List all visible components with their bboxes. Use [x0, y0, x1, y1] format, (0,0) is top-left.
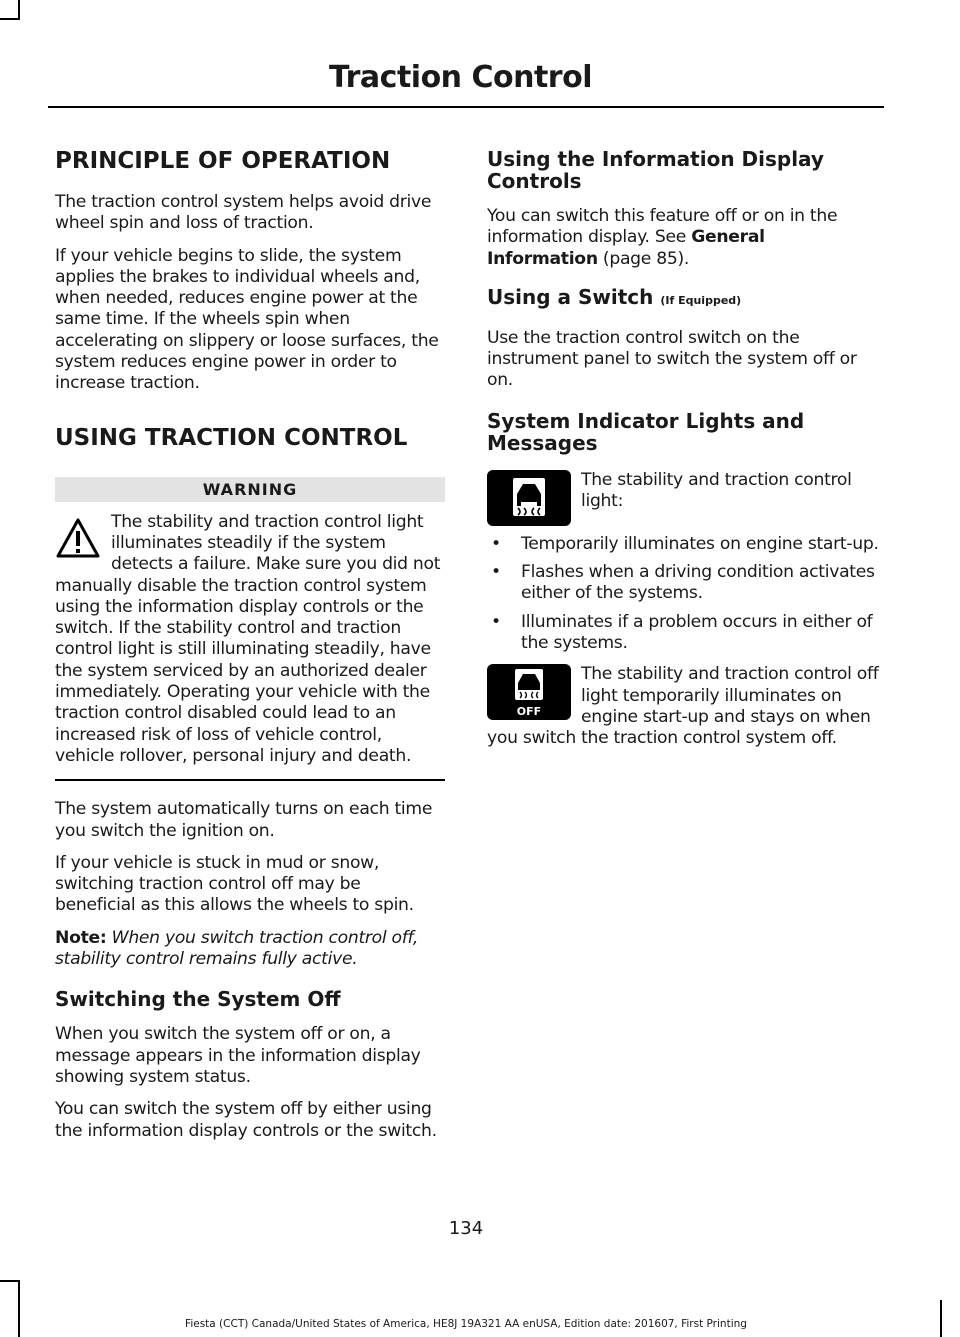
left-column [55, 140, 445, 1153]
warning-triangle-icon [55, 516, 101, 562]
list-item: • Illuminates if a problem occurs in either of the systems. [491, 611, 873, 653]
switch-heading-text: Using a Switch [487, 284, 654, 309]
stability-light-text: The stability and traction control light: [581, 469, 852, 512]
stability-control-light-icon [487, 470, 571, 526]
page-number: 134 [448, 1218, 484, 1239]
stability-light-list [487, 534, 880, 654]
stability-off-light-text: The stability and traction control off light temporarily illuminates on engine start-up and stays on when you switch the traction control system off. [487, 664, 879, 749]
if-equipped-note: (If Equipped) [660, 293, 742, 307]
crop-mark [0, 1280, 20, 1282]
switch-paragraph: Use the traction control switch on the instrument panel to switch the system off or on. [487, 327, 857, 391]
warning-text: The stability and traction control light illuminates steadily if the system detects a failure. Make sure you did not manually disable the traction control system using the information display controls or the switch. If the stability control and traction control light is still illuminating steadily, have the system serviced by an authorized dealer immediately. Operating your vehicle with the traction control disabled could lead to an increased risk of loss of vehicle control, vehicle rollover, personal injury and death. [55, 511, 441, 766]
switching-paragraph-2: You can switch the system off by either using the information display controls or the switch. [55, 1099, 437, 1141]
using-heading: USING TRACTION CONTROL [55, 424, 408, 451]
warning-divider [55, 779, 445, 781]
footer-text: Fiesta (CCT) Canada/United States of America, HE8J 19A321 AA enUSA, Edition date: 201607, First Printing [185, 1318, 747, 1330]
info-display-paragraph [487, 206, 880, 270]
stability-off-light-block [487, 664, 880, 749]
page-title: Traction Control [328, 60, 592, 95]
indicator-heading: System Indicator Lights and Messages [487, 408, 805, 455]
stability-light-block [487, 470, 880, 530]
note-label: Note: [55, 927, 107, 948]
list-item: • Temporarily illuminates on engine start-up. [491, 533, 879, 554]
switch-heading [487, 286, 880, 312]
general-information-link[interactable]: General Information [487, 227, 765, 269]
info-text-before: You can switch this feature off or on in the information display. See [487, 206, 838, 248]
stability-control-off-light-icon [487, 664, 571, 720]
crop-mark [0, 18, 20, 20]
warning-box [55, 512, 445, 768]
warning-label: WARNING [55, 477, 445, 502]
crop-mark [940, 1300, 942, 1337]
off-label: OFF [516, 705, 542, 719]
using-paragraph-2: If your vehicle is stuck in mud or snow, switching traction control off may be beneficial as this allows the wheels to spin. [55, 852, 414, 916]
note [55, 928, 445, 971]
list-item: • Flashes when a driving condition activates either of the systems. [491, 562, 875, 604]
note-text: When you switch traction control off, stability control remains fully active. [55, 927, 419, 970]
crop-mark [18, 0, 20, 20]
right-column [487, 140, 880, 760]
using-paragraph-1: The system automatically turns on each time you switch the ignition on. [55, 799, 433, 841]
info-display-heading: Using the Information Display Controls [487, 147, 824, 193]
principle-heading: PRINCIPLE OF OPERATION [55, 148, 391, 174]
principle-paragraph-2: If your vehicle begins to slide, the system applies the brakes to individual wheels and, when needed, reduces engine power at the same time. If the wheels spin when accelerating on slippery or loose surfaces, the system reduces engine power in order to increase traction. [55, 245, 439, 394]
principle-paragraph-1: The traction control system helps avoid drive wheel spin and loss of traction. [55, 192, 432, 234]
switching-heading: Switching the System Off [55, 987, 341, 1012]
info-text-after: (page 85). [597, 248, 690, 269]
switching-paragraph-1: When you switch the system off or on, a message appears in the information display showing system status. [55, 1024, 421, 1087]
header-divider [48, 106, 884, 108]
